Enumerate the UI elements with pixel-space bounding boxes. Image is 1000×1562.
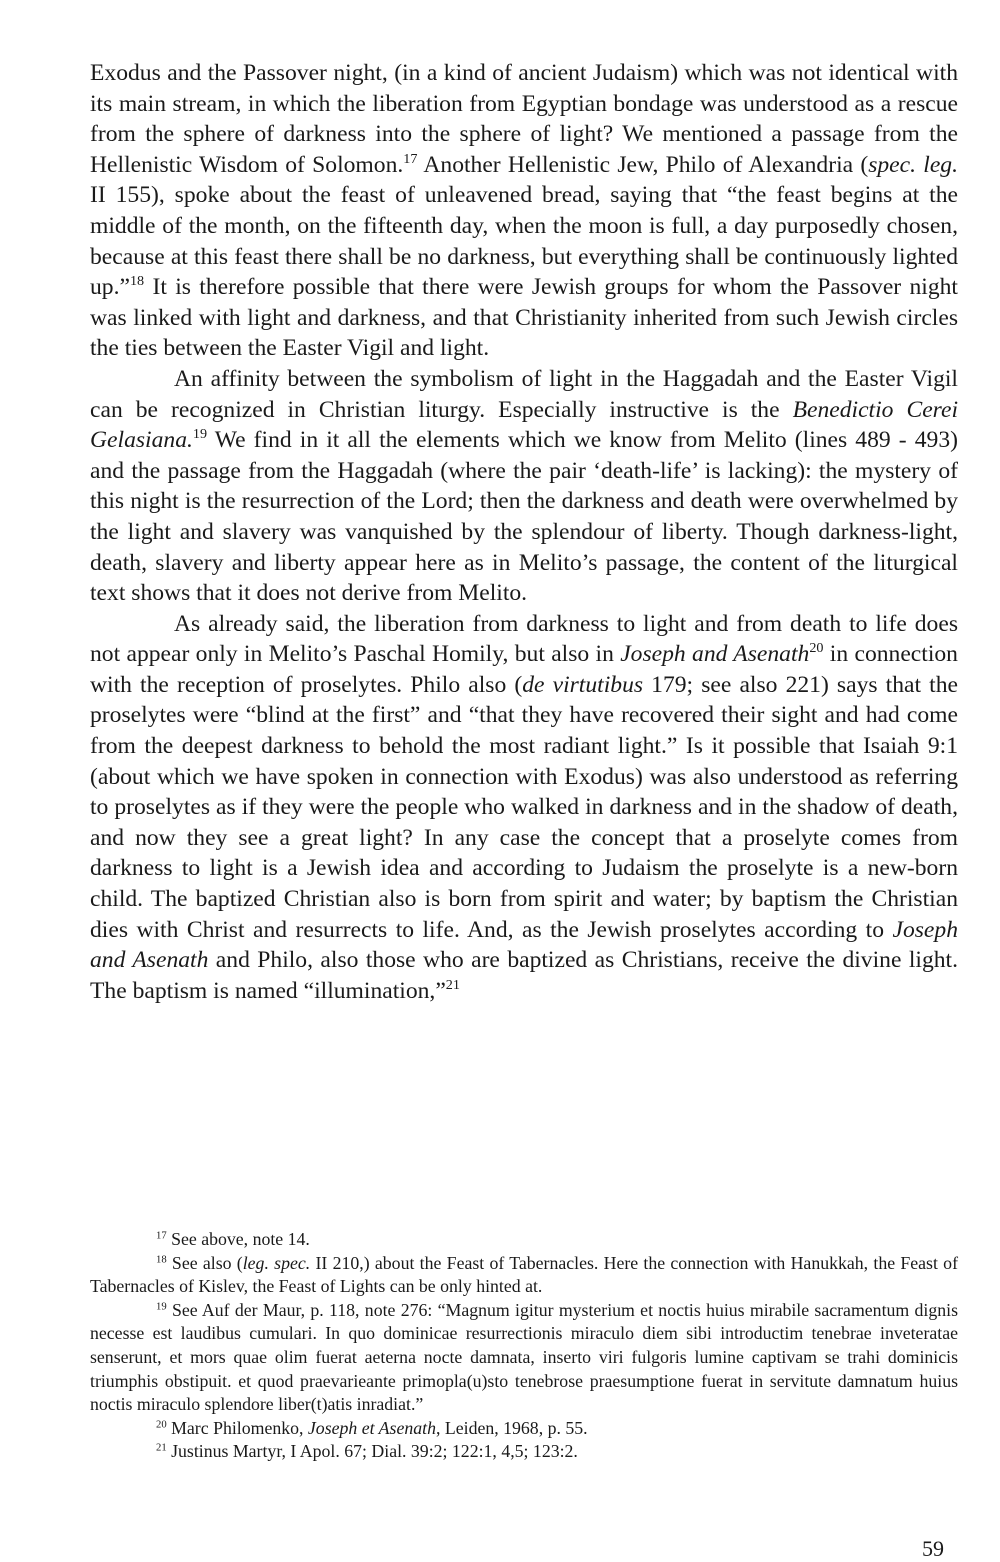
footnotes — [90, 1228, 958, 1464]
footnote-20 — [90, 1417, 958, 1441]
italic-text: spec. leg. — [868, 151, 958, 178]
text-run: An affinity between the symbolism of light in the Haggadah and the Easter Vigil can be recognized in Christian liturgy. Especially instructive is the — [90, 365, 958, 423]
footnote-ref[interactable]: 19 — [192, 426, 208, 443]
footnote-text: Marc Philomenko, — [166, 1417, 308, 1438]
paragraph — [90, 364, 958, 609]
paragraph — [90, 609, 958, 1007]
footnote-number: 21 — [156, 1441, 167, 1454]
italic-text: Joseph and Asenath — [620, 641, 810, 668]
footnote-21 — [90, 1440, 958, 1464]
footnote-text: Justinus Martyr, I Apol. 67; Dial. 39:2; 122:1, 4,5; 123:2. — [166, 1441, 578, 1462]
paragraph — [90, 58, 958, 364]
text-run: As already said, the liberation from darkness to light and from death to life does not appear only in Melito’s Paschal Homily, but also in — [90, 610, 958, 668]
footnote-18 — [90, 1252, 958, 1299]
footnote-text: II 210,) about the Feast of Tabernacles. Here the connection with Hanukkah, the Feast of Tabernacles of Kislev, the Feast of Lights can be only hinted at. — [90, 1252, 958, 1297]
footnote-ref[interactable]: 20 — [809, 640, 824, 657]
footnote-text: See Auf der Maur, p. 118, note 276: “Magnum igitur mysterium et noctis huius mirabile sacramentum dignis necesse est laudibus cumulari. In quo dominicae resurrectionis miraculo diem sibi introductim tenebrae inveteratae senserunt, et mors quae olim fuerat aeterna nocte damnata, inserto viri fulgoris lumine captivam se trahi dominicis triumphis obstipuit. et quod praevarieante primopla(u)sto tenebrose praesumptione fuerat in servitute damnatum huius noctis miraculo splendore liber(t)atis inradiat.” — [90, 1299, 958, 1415]
main-text — [90, 58, 958, 1006]
footnote-number: 18 — [156, 1252, 167, 1265]
italic-text: Joseph et Asenath — [307, 1417, 436, 1438]
italic-text: de virtutibus — [522, 671, 644, 698]
footnote-ref[interactable]: 18 — [129, 273, 145, 290]
text-run: Another Hellenistic Jew, Philo of Alexandria ( — [417, 151, 869, 178]
text-run: II 155), spoke about the feast of unleavened bread, saying that “the feast begins at the middle of the month, on the fifteenth day, when the moon is full, a day purposedly chosen, because at this feast there shall be no darkness, but everything shall be continuously lighted up.” — [90, 182, 958, 301]
footnote-text: See also ( — [166, 1252, 243, 1273]
text-run: We find in it all the elements which we know from Melito (lines 489 - 493) and the passage from the Haggadah (where the pair ‘death-life’ is lacking): the mystery of this night is the resurrection of the Lord; then the darkness and death were overwhelmed by the light and slavery was vanquished by the splendour of liberty. Though darkness-light, death, slavery and liberty appear here as in Melito’s passage, the content of the liturgical text shows that it does not derive from Melito. — [90, 427, 958, 607]
footnote-19 — [90, 1299, 958, 1417]
italic-text: leg. spec. — [242, 1252, 311, 1273]
footnote-ref[interactable]: 17 — [403, 151, 418, 168]
footnote-text: , Leiden, 1968, p. 55. — [435, 1417, 588, 1438]
footnote-text: See above, note 14. — [166, 1229, 310, 1249]
text-run: It is therefore possible that there were Jewish groups for whom the Passover night was linked with light and darkness, and that Christianity inherited from such Jewish circles the ties between the Easter Vigil and light. — [90, 274, 958, 362]
footnote-number: 20 — [156, 1418, 167, 1431]
footnote-17 — [90, 1228, 958, 1252]
footnote-number: 19 — [156, 1300, 167, 1313]
text-run: Exodus and the Passover night, (in a kind of ancient Judaism) which was not identical with its main stream, in which the liberation from Egyptian bondage was understood as a rescue from the sphere of darkness into the sphere of light? We mentioned a passage from the Hellenistic Wisdom of Solomon. — [90, 60, 958, 178]
text-run: 179; see also 221) says that the proselytes were “blind at the first” and “that they have recovered their sight and had come from the deepest darkness to behold the most radiant light.” Is it possible that Isaiah 9:1 (about which we have spoken in connection with Exodus) was also understood as referring to proselytes as if they were the people who walked in darkness and in the shadow of death, and now they see a great light? In any case the concept that a proselyte comes from darkness to light is a Jewish idea and according to Judaism the proselyte is a new-born child. The baptized Christian also is born from spirit and water; by baptism the Christian dies with Christ and resurrects to life. And, as the Jewish proselytes according to — [90, 671, 958, 943]
text-run: in connection with the reception of proselytes. Philo also ( — [90, 641, 958, 698]
footnote-ref[interactable]: 21 — [445, 977, 460, 994]
italic-text: Benedictio Cerei Gelasiana. — [90, 396, 958, 454]
footnote-number: 17 — [156, 1229, 167, 1242]
italic-text: Joseph and Asenath — [90, 916, 958, 974]
text-run: and Philo, also those who are baptized as Christians, receive the divine light. The baptism is named “illumination,” — [90, 947, 958, 1004]
page-number: 59 — [922, 1536, 944, 1561]
